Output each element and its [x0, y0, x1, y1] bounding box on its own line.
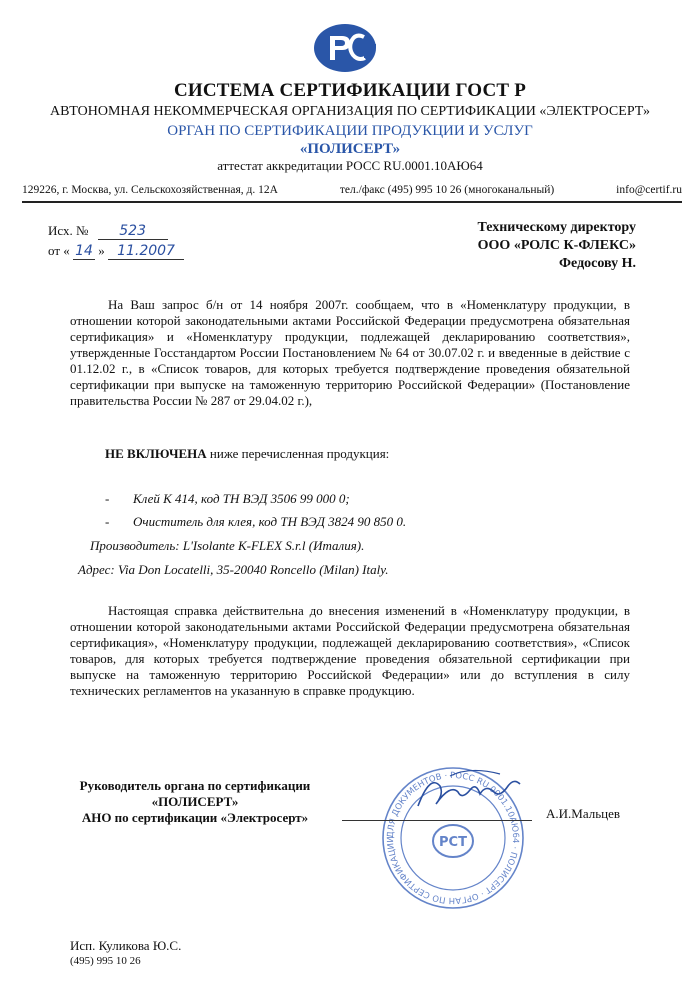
signatory-organization: АНО по сертификации «Электросерт»	[81, 810, 309, 825]
not-included-line	[105, 446, 389, 462]
not-included-text: ниже перечисленная продукция:	[206, 446, 390, 461]
outgoing-number	[48, 223, 168, 240]
product-item	[105, 491, 350, 507]
gost-r-logo	[312, 22, 378, 74]
list-dash: -	[105, 491, 110, 506]
addressee-name: Федосову Н.	[559, 256, 636, 271]
not-included-emphasis: НЕ ВКЛЮЧЕНА	[105, 446, 207, 461]
body-paragraph-2: Настоящая справка действительна до внесения изменений в «Номенклатуру продукции, в отношении которой законодательными актами Российской Федерации предусмотрена обязательная сертификация», «Номенклатуру продукции, подлежащей декларированию соответствия», «Список товаров, для которых требуется подтверждение проведения обязательной сертификации при выпуске на таможенную территорию Российской Федерации» или до вступления в силу технических регламентов на указанную в справке продукцию.	[70, 603, 630, 698]
addressee-title: Техническому директору	[477, 220, 636, 235]
signatory-block	[60, 778, 330, 826]
performer-phone: (495) 995 10 26	[70, 955, 141, 967]
performer-name: Исп. Куликова Ю.С.	[70, 938, 182, 953]
outgoing-date	[48, 243, 184, 260]
date-separator: »	[98, 243, 105, 258]
product-item-text: Очиститель для клея, код ТН ВЭД 3824 90 850 0.	[133, 514, 407, 529]
accreditation-line: аттестат аккредитации РОСС RU.0001.10АЮ64	[217, 158, 483, 173]
addressee-company: ООО «РОЛС К-ФЛЕКС»	[477, 238, 636, 253]
date-day: 14	[73, 243, 95, 260]
handwritten-signature	[410, 764, 530, 814]
phone-fax: тел./факс (495) 995 10 26 (многоканальный)	[339, 184, 555, 196]
certification-body-brand: «ПОЛИСЕРТ»	[299, 141, 401, 157]
stamp-ring-text: ДЛЯ ДОКУМЕНТОВ · РОСС RU.0001.10АЮ64 · ПОЛИСЕРТ · ОРГАН ПО СЕРТИФИКАЦИИ	[385, 770, 521, 906]
signatory-position: Руководитель органа по сертификации	[79, 778, 311, 793]
date-label: от «	[48, 243, 70, 258]
system-title: СИСТЕМА СЕРТИФИКАЦИИ ГОСТ Р	[173, 80, 527, 101]
contact-line	[22, 184, 682, 196]
date-month-year: 11.2007	[108, 243, 184, 260]
certification-body-name: ОРГАН ПО СЕРТИФИКАЦИИ ПРОДУКЦИИ И УСЛУГ	[167, 123, 533, 139]
stamp-logo-text: РСТ	[439, 835, 467, 850]
list-dash: -	[105, 514, 110, 529]
signature-line	[342, 820, 532, 821]
product-item	[105, 514, 406, 530]
manufacturer-line: Производитель: L'Isolante K-FLEX S.r.l (Италия).	[90, 538, 365, 553]
addressee-block	[380, 219, 636, 273]
organization-name: АВТОНОМНАЯ НЕКОММЕРЧЕСКАЯ ОРГАНИЗАЦИЯ ПО СЕРТИФИКАЦИИ «ЭЛЕКТРОСЕРТ»	[50, 104, 650, 119]
postal-address: 129226, г. Москва, ул. Сельскохозяйственная, д. 12А	[22, 184, 278, 196]
header-divider	[22, 201, 682, 203]
body-paragraph-1: На Ваш запрос б/н от 14 ноября 2007г. сообщаем, что в «Номенклатуру продукции, в отношении которой законодательными актами Российской Федерации предусмотрена обязательная сертификация» и «Номенклатуру продукции, подлежащей декларированию соответствия», утвержденные Госстандартом России Постановлением № 64 от 30.07.02 г. и введенные в действие с 01.12.02 г., в «Список товаров, для которых требуется подтверждение проведения обязательной сертификации при выпуске на таможенную территорию Российской Федерации» (Постановление правительства России № 287 от 29.04.02 г.),	[70, 297, 630, 408]
outgoing-number-label: Исх. №	[48, 223, 89, 238]
signatory-body: «ПОЛИСЕРТ»	[151, 794, 239, 809]
email-address: info@certif.ru	[616, 184, 682, 196]
manufacturer-address: Адрес: Via Don Locatelli, 35-20040 Roncello (Milan) Italy.	[78, 562, 389, 577]
product-item-text: Клей К 414, код ТН ВЭД 3506 99 000 0;	[133, 491, 350, 506]
outgoing-number-value: 523	[98, 223, 168, 240]
signer-name: А.И.Мальцев	[546, 806, 621, 821]
